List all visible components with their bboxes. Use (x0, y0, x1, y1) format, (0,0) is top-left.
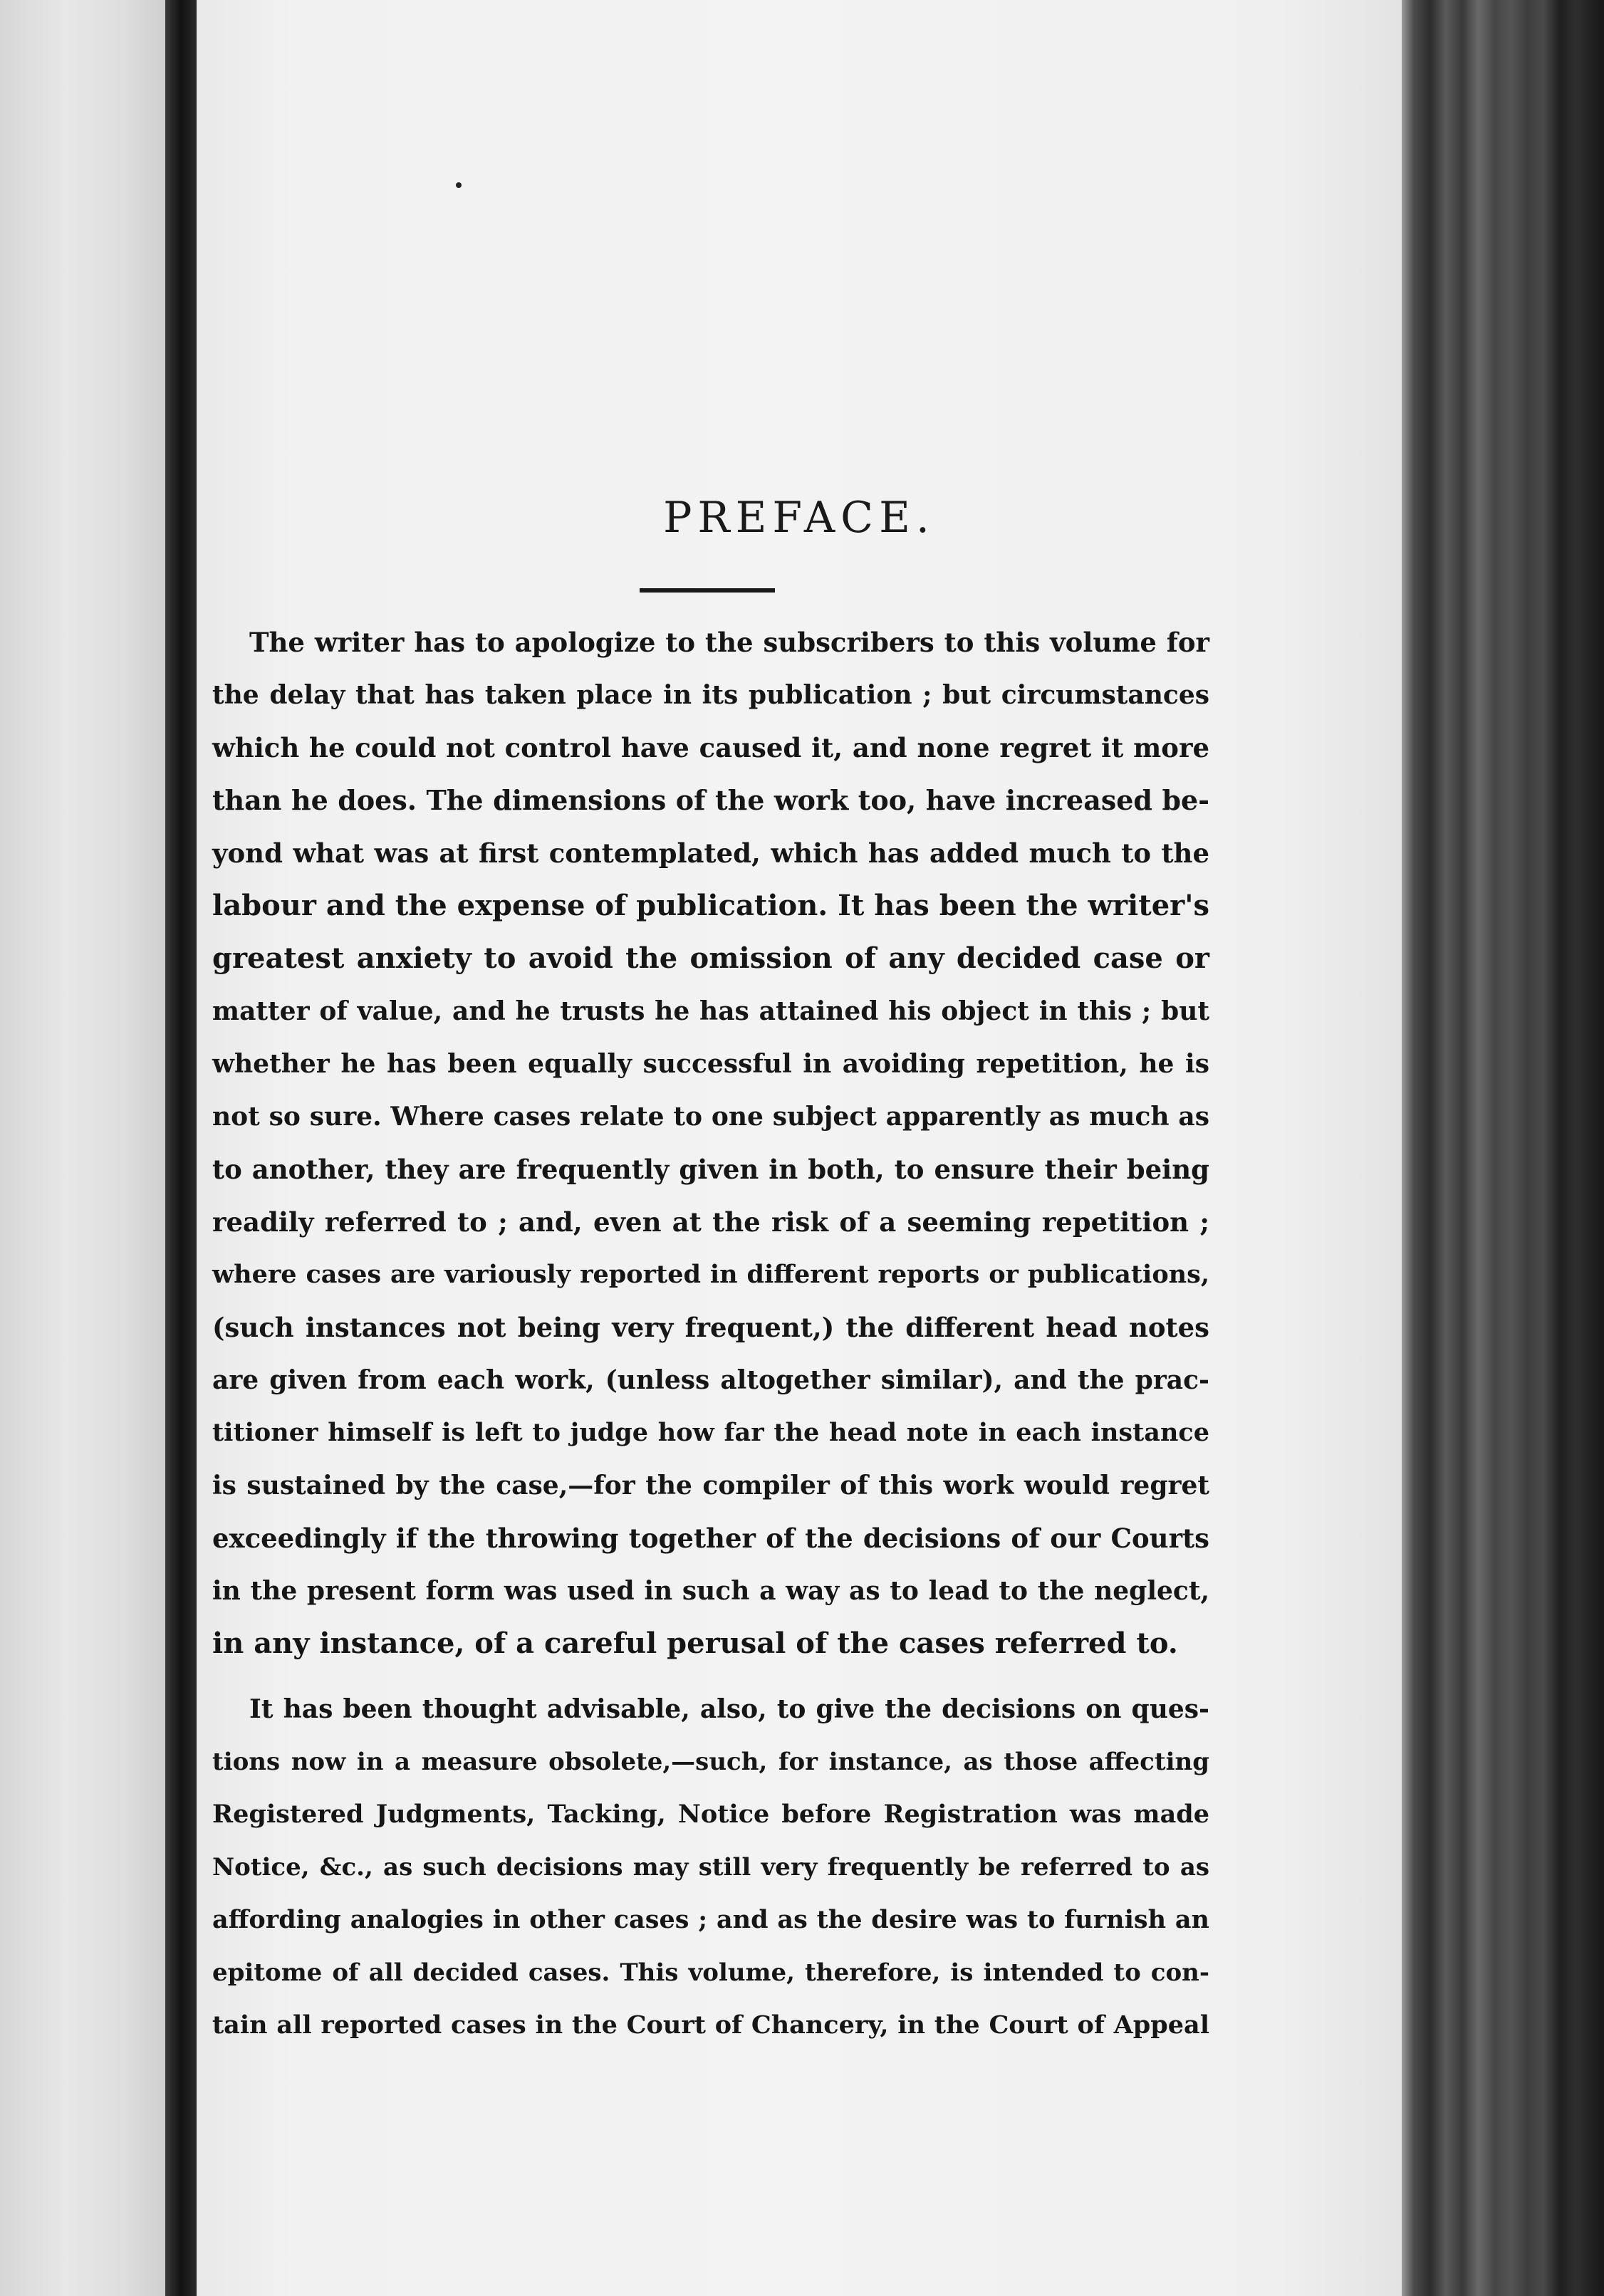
left-page-edge (0, 0, 165, 2296)
text-line: matter of value, and he trusts he has attained his object in this ; but (212, 996, 1209, 1026)
text-line: yond what was at first contemplated, which has added much to the (212, 837, 1209, 869)
text-line: tain all reported cases in the Court of Chancery, in the Court of Appeal (212, 2010, 1209, 2040)
text-line: in the present form was used in such a way as to lead to the neglect, (212, 1576, 1209, 1606)
right-page-edges (1402, 0, 1604, 2296)
text-line: exceedingly if the throwing together of the decisions of our Courts (212, 1523, 1209, 1554)
text-line: Notice, &c., as such decisions may still very frequently be referred to as (212, 1853, 1209, 1882)
text-line: The writer has to apologize to the subscribers to this volume for (249, 627, 1209, 658)
text-line: are given from each work, (unless altogether similar), and the prac- (212, 1365, 1209, 1395)
text-line: where cases are variously reported in different reports or publications, (212, 1260, 1209, 1289)
book-gutter (165, 0, 197, 2296)
text-line: not so sure. Where cases relate to one subject apparently as much as (212, 1102, 1209, 1132)
text-line: than he does. The dimensions of the work too, have increased be- (212, 784, 1209, 816)
text-line: the delay that has taken place in its publication ; but circumstances (212, 680, 1209, 710)
text-line: labour and the expense of publication. It has been the writer's (212, 889, 1209, 922)
text-line: greatest anxiety to avoid the omission of any decided case or (212, 941, 1209, 975)
ink-speck (456, 182, 462, 188)
text-line: (such instances not being very frequent,) the different head notes (212, 1312, 1209, 1343)
text-line: tions now in a measure obsolete,—such, for instance, as those affecting (212, 1748, 1209, 1776)
text-line: Registered Judgments, Tacking, Notice before Registration was made (212, 1800, 1209, 1829)
title-rule (640, 588, 775, 593)
text-line: epitome of all decided cases. This volume, therefore, is intended to con- (212, 1958, 1209, 1987)
page-title: PREFACE. (663, 493, 935, 543)
text-line: whether he has been equally successful in avoiding repetition, he is (212, 1049, 1209, 1079)
text-line: is sustained by the case,—for the compiler of this work would regret (212, 1471, 1209, 1501)
text-line: It has been thought advisable, also, to give the decisions on ques- (249, 1694, 1209, 1724)
text-line: in any instance, of a careful perusal of the cases referred to. (212, 1627, 1178, 1660)
text-line: to another, they are frequently given in both, to ensure their being (212, 1154, 1209, 1185)
text-line: readily referred to ; and, even at the risk of a seeming repetition ; (212, 1206, 1209, 1238)
text-line: affording analogies in other cases ; and as the desire was to furnish an (212, 1905, 1209, 1934)
text-line: which he could not control have caused it, and none regret it more (212, 732, 1209, 763)
text-line: titioner himself is left to judge how far the head note in each instance (212, 1418, 1209, 1447)
